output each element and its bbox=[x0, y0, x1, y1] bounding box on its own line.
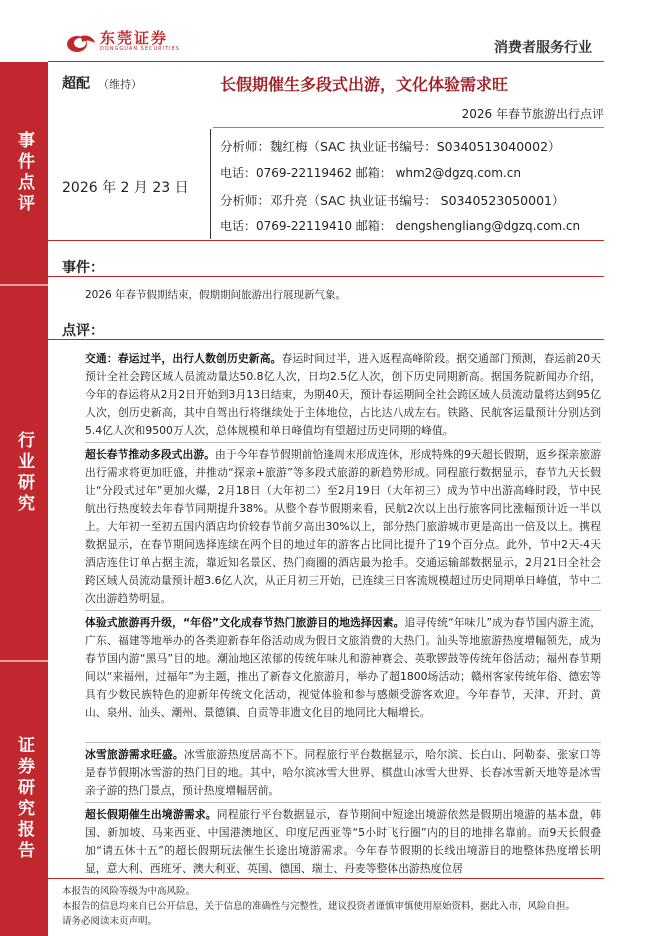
paragraph-lead: 超长春节推动多段式出游。 bbox=[85, 448, 215, 461]
sidebar-label: 证券研究报告 bbox=[14, 736, 34, 862]
report-subtitle: 2026 年春节旅游出行点评 bbox=[461, 107, 604, 121]
event-heading: 事件： bbox=[62, 260, 104, 276]
rating-value: 超配 bbox=[62, 76, 90, 92]
company-logo bbox=[66, 30, 180, 53]
rating-note: （维持） bbox=[98, 78, 142, 91]
title-block-bottom-border bbox=[48, 240, 604, 241]
paragraph-lead: 体验式旅游再升级，“年俗”文化成春节热门旅游目的地选择因素。 bbox=[85, 616, 405, 629]
analyst-2-name: 分析师：邓升亮（SAC 执业证书编号： S0340523050001） bbox=[220, 193, 565, 208]
footer-divider bbox=[48, 878, 604, 879]
sidebar-segment-event-review bbox=[0, 62, 48, 284]
logo-name-en: DONGGUAN SECURITIES bbox=[100, 46, 180, 52]
paragraph-experience-travel bbox=[85, 614, 601, 722]
sidebar-segment-securities-report bbox=[0, 662, 48, 936]
paragraph-body: 春运时间过半，进入返程高峰阶段。据交通部门预测，春运前20天预计全社会跨区域人员流动量达50.8亿人次，日均2.5亿人次，创下历史同期新高。据国务院新闻办介绍，今年的春运将从2月2日开始到3月13日结束，为期40天，预计春运期间全社会跨区域人员流动量将达到95亿人次，创历史新高，其中自驾出行将继续处于主体地位，占比达八成左右。铁路、民航客运量预计分别达到5.4亿人次和9500万人次，总体规模和单日峰值均有望超过历史同期的峰值。 bbox=[85, 352, 601, 437]
paragraph-divider bbox=[85, 610, 601, 611]
report-date: 2026 年 2 月 23 日 bbox=[62, 180, 189, 196]
comment-heading: 点评： bbox=[62, 323, 104, 339]
footer-risk-level: 本报告的风险等级为中高风险。 bbox=[62, 886, 196, 897]
paragraph-multi-segment-travel bbox=[85, 446, 601, 608]
analyst-2-contact: 电话：0769-22119410 邮箱： dengshengliang@dgzq.com.cn bbox=[220, 219, 581, 233]
industry-label: 消费者服务行业 bbox=[494, 40, 592, 56]
footer-disclaimer: 本报告的信息均来自已公开信息，关于信息的准确性与完整性，建议投资者谨慎审慎使用原始资料，据此入市，风险自担。 bbox=[62, 901, 576, 912]
paragraph-lead: 冰雪旅游需求旺盛。 bbox=[85, 748, 184, 761]
paragraph-lead: 交通：春运过半，出行人数创历史新高。 bbox=[85, 352, 282, 365]
event-text: 2026 年春节假期结束，假期期间旅游出行展现新气象。 bbox=[85, 289, 347, 301]
rating bbox=[62, 73, 142, 93]
header-divider bbox=[48, 61, 604, 62]
paragraph-lead: 超长假期催生出境游需求。 bbox=[85, 808, 217, 821]
paragraph-transport bbox=[85, 350, 601, 440]
comment-divider bbox=[48, 339, 604, 340]
logo-mark-icon bbox=[66, 32, 96, 52]
analyst-1-contact: 电话：0769-22119462 邮箱： whm2@dgzq.com.cn bbox=[220, 166, 521, 180]
paragraph-outbound bbox=[85, 806, 601, 876]
analyst-box-top-border bbox=[213, 127, 604, 128]
paragraph-body: 同程旅行平台数据显示，春节期间中短途出境游依然是假期出境游的基本盘，韩国、新加坡、马来西亚、中国港澳地区、印度尼西亚等“5小时飞行圈”内的目的地排名靠前。而9天长假叠加“请五休十五”的超长假期玩法催生长途出境游需求。今年春节假期的长线出境游目的地整体热度增长明显，意大利、西班牙、澳大利亚、英国、德国、瑞士、丹麦等整体出游热度位居 bbox=[85, 808, 601, 875]
analyst-1-name: 分析师：魏红梅（SAC 执业证书编号：S0340513040002） bbox=[220, 139, 561, 154]
paragraph-ice-snow bbox=[85, 746, 601, 800]
logo-name-cn: 东莞证券 bbox=[100, 29, 169, 47]
paragraph-body: 由于今年春节假期前恰逢周末形成连休，形成特殊的9天超长假期，返乡探亲旅游出行需求将更加旺盛，并推动“探亲+旅游”等多段式旅游的新趋势形成。同程旅行数据显示，春节九天长假让“分段式过年”更加火爆，2月18日（大年初二）至2月19日（大年初三）成为节中出游高峰时段，节中民航出行热度较去年春节同期提升38%。从整个春节假期来看，民航2次以上出行旅客同比涨幅预计近一半以上。大年初一至初五国内酒店均价较春节前夕高出30%以上，部分热门旅游城市更是高出一倍及以上。携程数据显示，在春节期间选择连续在两个目的地过年的游客占比同比提升了19个百分点。此外，节中2天-4天酒店连住订单占据主流，靠近知名景区、热门商圈的酒店最为抢手。交通运输部数据显示，2月21日全社会跨区域人员流动量预计超3.6亿人次，从正月初三开始，已连续三日客流规模超过历史同期单日峰值，节中二次出游趋势明显。 bbox=[85, 448, 602, 605]
sidebar-segment-industry-research bbox=[0, 286, 48, 660]
sidebar-label: 事件点评 bbox=[14, 131, 34, 215]
paragraph-divider bbox=[85, 802, 601, 803]
sidebar-label: 行业研究 bbox=[14, 431, 34, 515]
title-block-divider bbox=[210, 129, 211, 239]
paragraph-divider bbox=[85, 442, 601, 443]
event-divider bbox=[48, 276, 604, 277]
sidebar bbox=[0, 62, 48, 936]
paragraph-body: 追寻传统“年味儿”成为春节国内游主流，广东、福建等地举办的各类迎新春年俗活动成为假日文旅消费的大热门。汕头等地旅游热度增幅领先，成为春节国内游“黑马”目的地。潮汕地区浓郁的传统年味儿和游神赛会、英歌锣鼓等传统年俗活动；福州春节期间以“来福州，过福年”为主题，推出了新春文化旅游月，举办了超1800场活动；赣州客家传统年俗、德宏等具有少数民族特色的迎新年传统文化活动，视觉体验和参与感颇受游客欢迎。今年春节，天津、开封、黄山、泉州、汕头、潮州、景德镇、自贡等非遗文化目的地同比大幅增长。 bbox=[85, 616, 601, 719]
paragraph-divider bbox=[85, 742, 601, 743]
paragraph-body: 冰雪旅游热度居高不下。同程旅行平台数据显示，哈尔滨、长白山、阿勒泰、张家口等是春节假期冰雪游的热门目的地。其中，哈尔滨冰雪大世界、棋盘山冰雪大世界、长春冰雪新天地等是冰雪亲子游的热门景点，预计热度增幅居前。 bbox=[85, 748, 601, 797]
report-title: 长假期催生多段式出游，文化体验需求旺 bbox=[220, 75, 509, 94]
footer-notice: 请务必阅读末页声明。 bbox=[62, 916, 158, 927]
